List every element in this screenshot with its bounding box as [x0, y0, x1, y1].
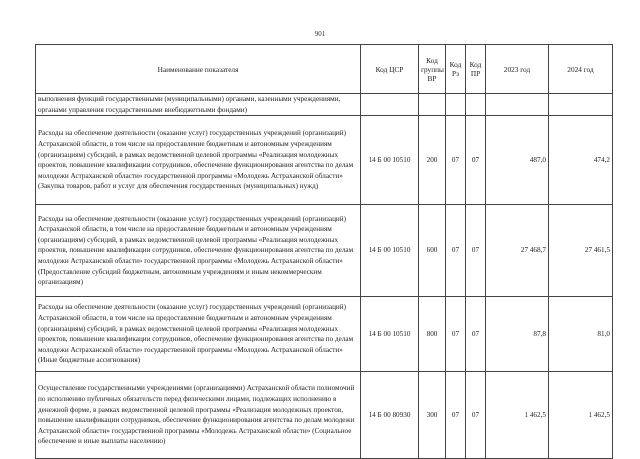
row-name: Расходы на обеспечение деятельности (оказание услуг) государственных учреждений (организаций) Астраханской области, в том числе на предоставление бюджетным и автономным учреждениям (организациям) субсидий, в рамках ведомственной целевой программы «Реализация молодежных проектов, повышение квалификации сотрудников, обеспечение функционирования агентства по делам молодежи Астраханской области» государственной программы «Молодежь Астраханской области» (Предоставление субсидий бюджетным, автономным учреждениям и иным некоммерческим организациям): [36, 205, 361, 297]
header-2023: 2023 год: [486, 45, 549, 94]
row-rz: 07: [446, 372, 466, 459]
row-name: Расходы на обеспечение деятельности (оказание услуг) государственных учреждений (организаций) Астраханской области, в том числе на предоставление бюджетным и автономным учреждениям (организациям) субсидий, в рамках ведомственной целевой программы «Реализация молодежных проектов, повышение квалификации сотрудников, обеспечение функционирования агентства по делам молодежи Астраханской области» государственной программы «Молодежь Астраханской области» (Иные бюджетные ассигнования): [36, 297, 361, 372]
row-2023: 1 462,5: [486, 372, 549, 459]
row-csr: [361, 94, 419, 116]
header-vr: Код группы ВР: [419, 45, 446, 94]
row-vr: 300: [419, 372, 446, 459]
table-row: [36, 116, 613, 205]
row-2024: 81,0: [549, 297, 613, 372]
row-vr: 600: [419, 205, 446, 297]
row-pr: 07: [466, 205, 486, 297]
row-pr: 07: [466, 297, 486, 372]
row-rz: 07: [446, 297, 466, 372]
row-2024: 1 462,5: [549, 372, 613, 459]
header-csr: Код ЦСР: [361, 45, 419, 94]
table-row: [36, 205, 613, 297]
row-2023: [486, 94, 549, 116]
row-2023: 487,0: [486, 116, 549, 205]
page-number: 901: [314, 30, 326, 38]
row-name: Расходы на обеспечение деятельности (оказание услуг) государственных учреждений (организаций) Астраханской области, в том числе на предоставление бюджетным и автономным учреждениям (организациям) субсидий, в рамках ведомственной целевой программы «Реализация молодежных проектов, повышение квалификации сотрудников, обеспечение функционирования агентства по делам молодежи Астраханской области» государственной программы «Молодежь Астраханской области» (Закупка товаров, работ и услуг для обеспечения государственных (муниципальных) нужд): [36, 116, 361, 205]
row-name: выполнения функций государственными (муниципальными) органами, казенными учреждениями, органами управления государственными внебюджетными фондами): [36, 94, 361, 116]
row-pr: 07: [466, 116, 486, 205]
header-pr: Код ПР: [466, 45, 486, 94]
row-pr: [466, 94, 486, 116]
row-rz: [446, 94, 466, 116]
table-row: [36, 372, 613, 459]
row-csr: 14 Б 00 80930: [361, 372, 419, 459]
row-rz: 07: [446, 205, 466, 297]
row-vr: [419, 94, 446, 116]
row-2024: [549, 94, 613, 116]
header-rz: Код Рз: [446, 45, 466, 94]
row-2023: 87,8: [486, 297, 549, 372]
row-rz: 07: [446, 116, 466, 205]
row-pr: 07: [466, 372, 486, 459]
row-csr: 14 Б 00 10510: [361, 116, 419, 205]
budget-table: [35, 44, 613, 459]
table-row: [36, 297, 613, 372]
row-2024: 474,2: [549, 116, 613, 205]
row-2024: 27 461,5: [549, 205, 613, 297]
row-csr: 14 Б 00 10510: [361, 205, 419, 297]
table-row: [36, 94, 613, 116]
row-2023: 27 468,7: [486, 205, 549, 297]
row-name: Осуществление государственными учреждениями (организациями) Астраханской области полномочий по исполнению публичных обязательств перед физическими лицами, подлежащих исполнению в денежной форме, в рамках ведомственной целевой программы «Реализация молодежных проектов, повышение квалификации сотрудников, обеспечение функционирования агентства по делам молодежи Астраханской области» государственной программы «Молодежь Астраханской области» (Социальное обеспечение и иные выплаты населению): [36, 372, 361, 459]
row-vr: 200: [419, 116, 446, 205]
row-vr: 800: [419, 297, 446, 372]
row-csr: 14 Б 00 10510: [361, 297, 419, 372]
header-2024: 2024 год: [549, 45, 613, 94]
table-header-row: [36, 45, 613, 94]
header-name: Наименование показателя: [36, 45, 361, 94]
